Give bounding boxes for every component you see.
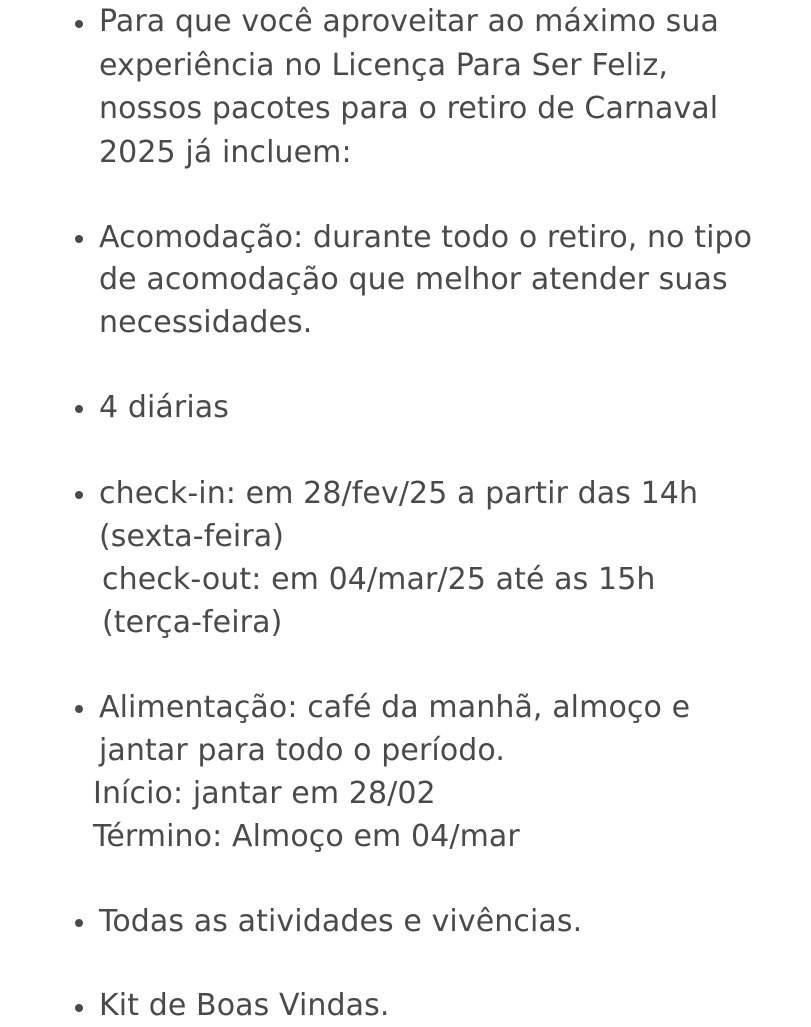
list-item-line: (sexta-feira) xyxy=(99,519,285,554)
bullet-icon xyxy=(75,235,83,243)
list-item-line: (terça-feira) xyxy=(102,605,283,640)
bullet-icon xyxy=(75,491,83,499)
bullet-icon xyxy=(75,20,83,28)
list-item-line: Todas as atividades e vivências. xyxy=(99,904,583,939)
list-item-line: de acomodação que melhor atender suas xyxy=(99,262,728,297)
list-item-line: 2025 já incluem: xyxy=(99,135,352,170)
list-item-line: 4 diárias xyxy=(99,390,229,425)
bullet-icon xyxy=(75,919,83,927)
list-item-line: check-in: em 28/fev/25 a partir das 14h xyxy=(99,476,699,511)
list-item-line: Acomodação: durante todo o retiro, no tipo xyxy=(99,220,753,255)
list-item-line: experiência no Licença Para Ser Feliz, xyxy=(99,48,668,83)
bullet-icon xyxy=(75,405,83,413)
bullet-icon xyxy=(75,1004,83,1012)
list-item-line: Para que você aproveitar ao máximo sua xyxy=(99,4,719,39)
list-item-line: check-out: em 04/mar/25 até as 15h xyxy=(102,562,656,597)
list-item-line: Início: jantar em 28/02 xyxy=(93,776,436,811)
list-item-line: Kit de Boas Vindas. xyxy=(99,988,390,1023)
list-item-line: necessidades. xyxy=(99,305,313,340)
list-item-line: nossos pacotes para o retiro de Carnaval xyxy=(99,91,719,126)
list-item-line: jantar para todo o período. xyxy=(99,733,506,768)
bullet-icon xyxy=(75,705,83,713)
list-item-line: Término: Almoço em 04/mar xyxy=(93,819,520,854)
list-item-line: Alimentação: café da manhã, almoço e xyxy=(99,690,691,725)
